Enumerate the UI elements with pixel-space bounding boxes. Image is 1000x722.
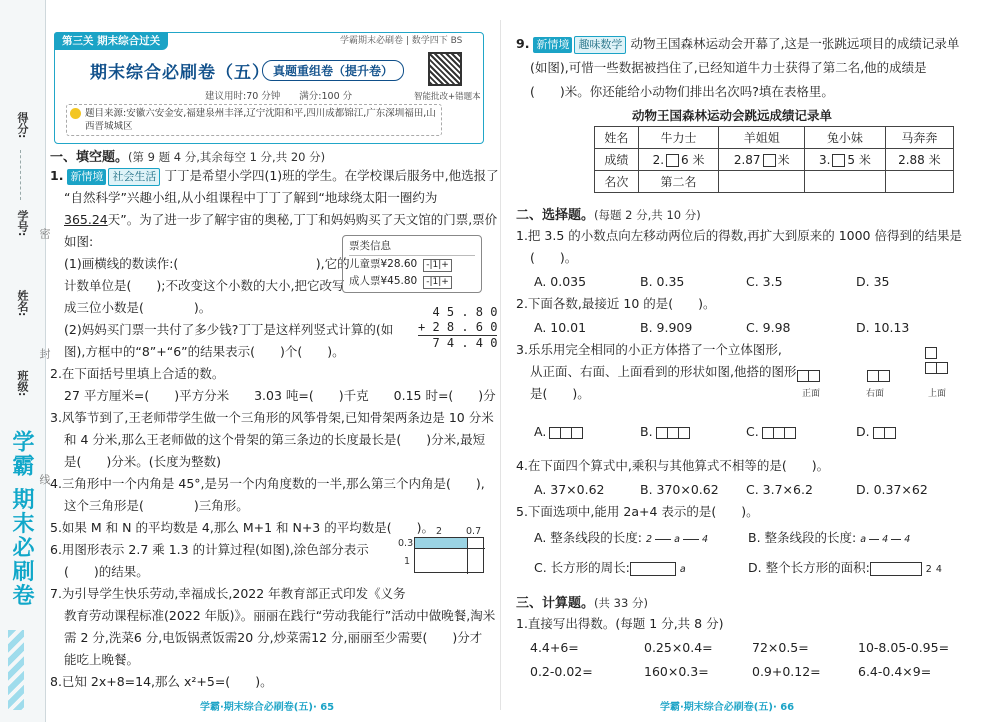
q7c: 需 2 分,洗菜6 分,电饭锅煮饭需20 分,炒菜需12 分,丽丽至少需要( )分才 (64, 630, 483, 645)
q6: 6.用图形表示 2.7 乘 1.3 的计算过程(如图),涂色部分表示 (50, 542, 369, 557)
page-title: 期末综合必刷卷（五） (90, 63, 270, 83)
c3-option-b[interactable]: B. (640, 424, 690, 440)
fig-label-2: 2 (436, 526, 443, 537)
c5-option-d[interactable]: D. 整个长方形的面积: 2 4 (748, 560, 942, 575)
q4b: 这个三角形是( )三角形。 (64, 498, 249, 513)
q1-line2: “自然科学”兴趣小组,从小组课程中丁丁了解到“地球绕太阳一圈约为 (64, 190, 438, 205)
right-view-figure (868, 367, 890, 382)
c5-option-c[interactable]: C. 长方形的周长: a (534, 560, 686, 575)
right-view-label: 右面 (866, 389, 885, 399)
c1-option-a[interactable]: A. 0.035 (534, 274, 587, 289)
level-tab: 第三关 期末综合过关 (54, 32, 168, 50)
c3b: 从正面、右面、上面看到的形状如图,他搭的图形 (530, 364, 797, 379)
fig-label-03: 0.3 (398, 538, 414, 549)
c2-option-b[interactable]: B. 9.909 (640, 320, 693, 335)
ticket-info-box (342, 235, 482, 293)
brand-logo: 学霸 期末必刷卷 (9, 430, 34, 608)
seal-feng: 封 (38, 348, 51, 359)
series-label: 学霸期末必刷卷 | 数学四下 BS (340, 36, 463, 46)
section-choice: 二、选择题。(每题 2 分,共 10 分) (516, 208, 701, 223)
section-fill-blank (50, 146, 325, 165)
c4-option-c[interactable]: C. 3.7×6.2 (746, 482, 813, 497)
calc-item: 6.4-0.4×9= (858, 664, 932, 679)
long-jump-table (594, 126, 954, 193)
new-context-tag: 新情境 (67, 169, 106, 185)
seal-mi: 密 (38, 228, 51, 239)
brand-stripes (8, 630, 24, 710)
calc-item: 10-8.05-0.95= (858, 640, 950, 655)
ticket-adult-row: 成人票¥45.80 -|1|+ (349, 273, 475, 290)
q1-part2b: 图),方框中的“8”+“6”的结果表示( )个( )。 (64, 344, 345, 359)
vertical-calculation: 4 5 . 8 0 + 2 8 . 6 0 7 4 . 4 0 (418, 305, 498, 350)
binding-strip (0, 0, 46, 722)
hidden-digit-box[interactable] (763, 154, 776, 167)
calc-item: 0.25×0.4= (644, 640, 713, 655)
q1-line4: 如图: (64, 234, 94, 249)
c3c: 是( )。 (530, 386, 590, 401)
right-footer: 学霸·期末综合必刷卷(五)· 66 (660, 702, 795, 713)
q1-part1: (1)画横线的数读作:( ),它的 (64, 256, 350, 271)
name-label: 姓名: (16, 290, 29, 317)
section-title: 一、填空题。 (50, 150, 129, 165)
top-view-figure (926, 344, 954, 374)
q1-line1: 1. 新情境 社会生活 丁丁是希望小学四(1)班的学生。在学校课后服务中,他选报了 (50, 168, 499, 186)
left-footer: 学霸·期末综合必刷卷(五)· 65 (200, 702, 335, 713)
c2: 2.下面各数,最接近 10 的是( )。 (516, 296, 716, 311)
c4-option-b[interactable]: B. 370×0.62 (640, 482, 719, 497)
calc-item: 160×0.3= (644, 664, 709, 679)
section-note: (第 9 题 4 分,其余每空 1 分,共 20 分) (128, 150, 326, 164)
seal-xian: 线 (38, 474, 51, 485)
c3-option-c[interactable]: C. (746, 424, 796, 440)
adult-stepper[interactable]: -|1|+ (423, 276, 452, 289)
q9-line1: 9. 新情境 趣味数学 动物王国森林运动会开幕了,这是一张跳远项目的成绩记录单 (516, 36, 959, 54)
q1-part1c: 成三位小数是( )。 (64, 300, 212, 315)
q6b: ( )的结果。 (64, 564, 149, 579)
calc-item: 4.4+6= (530, 640, 579, 655)
exam-meta: 建议用时:70 分钟 满分:100 分 (205, 91, 353, 102)
ticket-title: 票类信息 (349, 238, 475, 256)
c4: 4.在下面四个算式中,乘积与其他算式不相等的是( )。 (516, 458, 830, 473)
q9-line3: ( )米。你还能给小动物们排出名次吗?填在表格里。 (530, 84, 834, 99)
q3b: 和 4 分米,那么王老师做的这个骨架的第三条边的长度最长是( )分米,最短 (64, 432, 486, 447)
calc-item: 0.9+0.12= (752, 664, 821, 679)
top-view-label: 上面 (928, 389, 947, 399)
d1: 1.直接写出得数。(每题 1 分,共 8 分) (516, 616, 724, 631)
table-title: 动物王国森林运动会跳远成绩记录单 (632, 108, 833, 123)
q1-part1b: 计数单位是( );不改变这个小数的大小,把它改写 (64, 278, 345, 293)
child-stepper[interactable]: -|1|+ (423, 259, 452, 272)
c4-option-a[interactable]: A. 37×0.62 (534, 482, 605, 497)
calc-item: 0.2-0.02= (530, 664, 593, 679)
c1-option-c[interactable]: C. 3.5 (746, 274, 783, 289)
front-view-label: 正面 (802, 389, 821, 399)
c1-option-b[interactable]: B. 0.35 (640, 274, 685, 289)
c3: 3.乐乐用完全相同的小正方体搭了一个立体图形, (516, 342, 782, 357)
q3c: 是( )分米。(长度为整数) (64, 454, 222, 469)
score-label: 得分: (16, 112, 29, 139)
rectangle-figure (870, 562, 922, 576)
new-context-tag: 新情境 (533, 37, 572, 53)
id-label: 学号: (16, 210, 29, 237)
qr-caption: 智能批改+错题本 (414, 92, 481, 102)
topic-tag: 社会生活 (108, 168, 160, 186)
class-label: 班级: (16, 370, 29, 397)
c5-option-a[interactable]: A. 整条线段的长度: 2 a 4 (534, 530, 709, 545)
q1-part2: (2)妈妈买门票一共付了多少钱?丁丁是这样列竖式计算的(如 (64, 322, 394, 337)
c1b: ( )。 (530, 250, 578, 265)
calc-item: 72×0.5= (752, 640, 809, 655)
c1: 1.把 3.5 的小数点向左移动两位后的得数,再扩大到原来的 1000 倍得到的结果是 (516, 228, 962, 243)
fig-label-1: 1 (404, 556, 411, 567)
table-row-score: 成绩 2. 6 米 2.87 米 3. 5 米 2.88 米 (595, 149, 954, 171)
c5-option-b[interactable]: B. 整条线段的长度: a 4 4 (748, 530, 911, 545)
c1-option-d[interactable]: D. 35 (856, 274, 890, 289)
hidden-digit-box[interactable] (666, 154, 679, 167)
question-sources: 题目来源:安徽六安金安,福建泉州丰泽,辽宁沈阳和平,四川成都锦江,广东深圳福田,山西晋城城区 (66, 104, 442, 136)
q9-line2: (如图),可惜一些数据被挡住了,已经知道牛力士获得了第二名,他的成绩是 (530, 60, 927, 75)
q7: 7.为引导学生快乐劳动,幸福成长,2022 年教育部正式印发《义务 (50, 586, 406, 601)
front-view-figure (798, 367, 820, 382)
c2-option-d[interactable]: D. 10.13 (856, 320, 910, 335)
qr-code-icon[interactable] (428, 52, 462, 86)
area-model-figure (414, 537, 484, 573)
q5: 5.如果 M 和 N 的平均数是 4,那么 M+1 和 N+3 的平均数是( )。 (50, 520, 434, 535)
c3-option-d[interactable]: D. (856, 424, 896, 440)
q2-blanks: 27 平方厘米=( )平方分米 3.03 吨=( )千克 0.15 时=( )分 (64, 388, 496, 403)
q7d: 能吃上晚餐。 (64, 652, 140, 667)
score-line (20, 150, 21, 200)
q2: 2.在下面括号里填上合适的数。 (50, 366, 225, 381)
underlined-number: 365.24 (64, 212, 108, 227)
table-row-rank: 名次 第二名 (595, 171, 954, 193)
table-header-row: 姓名 牛力士 羊姐姐 兔小妹 马奔奔 (595, 127, 954, 149)
shaded-region (415, 538, 467, 548)
c4-option-d[interactable]: D. 0.37×62 (856, 482, 928, 497)
c2-option-c[interactable]: C. 9.98 (746, 320, 791, 335)
c2-option-a[interactable]: A. 10.01 (534, 320, 587, 335)
q4: 4.三角形中一个内角是 45°,是另一个内角度数的一半,那么第三个内角是( ), (50, 476, 485, 491)
hidden-digit-box[interactable] (832, 154, 845, 167)
topic-tag: 趣味数学 (574, 36, 626, 54)
q7b: 教育劳动课程标准(2022 年版)》。丽丽在践行“劳动我能行”活动中做晚餐,淘米 (64, 608, 496, 623)
page-divider (500, 20, 501, 710)
q3: 3.风筝节到了,王老师带学生做一个三角形的风筝骨架,已知骨架两条边是 10 分米 (50, 410, 494, 425)
q8: 8.已知 2x+8=14,那么 x²+5=( )。 (50, 674, 273, 689)
fig-label-07: 0.7 (466, 526, 482, 537)
rectangle-figure (630, 562, 676, 576)
q1-line3: 365.24天”。为了进一步了解宇宙的奥秘,丁丁和妈妈购买了天文馆的门票,票价 (64, 212, 498, 227)
section-calc: 三、计算题。(共 33 分) (516, 596, 648, 611)
c5: 5.下面选项中,能用 2a+4 表示的是( )。 (516, 504, 759, 519)
ticket-child-row: 儿童票¥28.60 -|1|+ (349, 256, 475, 273)
page-subtitle: 真题重组卷（提升卷） (262, 60, 404, 81)
c3-option-a[interactable]: A. (534, 424, 583, 440)
